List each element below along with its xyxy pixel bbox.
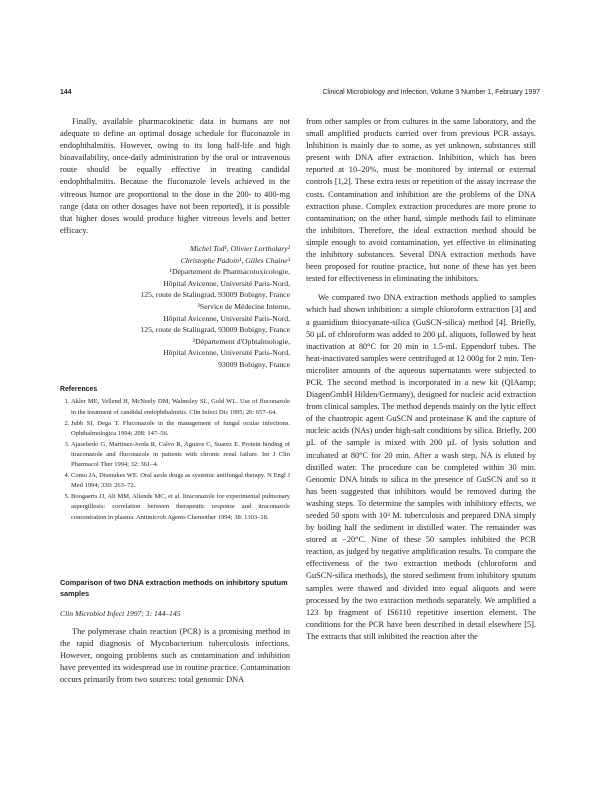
reference-item: 1. Akler ME, Vellend H, McNeely DM, Walmsley SL, Gold WL. Use of fluconazole in the treatment of candidal endophthalmitis. Clin Infect Dis 1995; 20: 657–64. xyxy=(71,397,290,417)
article-title: Comparison of two DNA extraction methods on inhibitory sputum samples xyxy=(60,577,288,598)
running-header xyxy=(60,89,540,101)
right-column xyxy=(306,116,536,643)
left-column xyxy=(60,116,290,686)
affiliation-line: ¹Département de Pharmacotoxicologie, xyxy=(169,267,290,277)
affiliation-line: 93009 Bobigny, France xyxy=(218,359,290,369)
affiliation-line: Hôpital Avicenne, Université Paris-Nord, xyxy=(163,278,290,288)
intro-paragraph: Finally, available pharmacokinetic data in humans are not adequate to define an optimal dosage schedule for fluconazole in endophthalmitis. However, owing to its long half-life and high bioavailability, once-daily administration by the oral or intravenous route should be equally effective in treating candidal endophthalmitis. Because the fluconazole levels achieved in the vitreous humor are proportional to the dose in the 200- to 400-mg range (data on other dosages have not been reported), it is possible that higher doses would produce higher vitreous levels and better efficacy. xyxy=(60,117,290,235)
reference-item: 4. Como JA, Dismukes WE. Oral azole drugs as systemic antifungal therapy. N Engl J Med 1994; 330: 263–72. xyxy=(71,471,290,491)
author-names-line-2: Christophe Padoin¹, Gilles Chaine³ xyxy=(180,255,290,265)
affiliation-line: ³Département d'Ophtalmologie, xyxy=(192,336,290,346)
body-paragraph-2: We compared two DNA extraction methods applied to samples which had shown inhibition: a simple chloroform extraction [3] and a guanidium thiocyanate-silica (GuSCN-silica) method [4]. Briefly, 50 µL of chloroform was added to 200 µL aliquots, followed by heat inactivation at 80°C for 20 min in 1.5-mL Eppendorf tubes. The heat-inactivated samples were centrifuged at 12 000g for 2 min. Ten-microliter amounts of the aqueous supernatants were subjected to PCR. The second method is incorporated in a new kit (QIAamp; DiagenGmbH Hilden/Germany), designed for nucleic acid extraction from clinical samples. The method depends mainly on the lytic effect of the chaotropic agent GuSCN and proteinase K and the capture of nucleic acids (NAs) under high-salt conditions by silica. Briefly, 200 µL of the sample is mixed with 200 µL of lysis solution and incubated at 80°C for 20 min. After a wash step, NA is eluted by distilled water. The procedure can be completed within 30 min. Genomic DNA binds to silica in the presence of GuSCN and so it has been suggested that inhibitors would be removed during the washing steps. To determine the samples with inhibitory effects, we seeded 50 spots with 10³ M. tuberculosis and prepared DNA simply by boiling half the sediment in distilled water. The remainder was stored at −20°C. Nine of these 50 samples inhibited the PCR reaction, as judged by negative amplification results. To compare the effectiveness of the two extraction methods (chloroform and GuSCN-silica methods), the stored sediment from inhibitory sputum samples were thawed and divided into equal aliquots and were processed by the two extraction methods separately. We amplified a 123 bp fragment of IS6110 repetitive insertion element. The conditions for the PCR have been described in detail elsewhere [5]. The extracts that still inhibited the reaction after the xyxy=(306,293,536,641)
author-block xyxy=(60,243,290,371)
page-number: 144 xyxy=(60,89,72,96)
reference-list xyxy=(60,397,290,522)
references-heading: References xyxy=(60,386,98,394)
reference-item: 5. Boogaerts JJ, Ali MM, Allende MC, et al. Itraconazole for experimental pulmonary aspergillosis: correlation between therapeutic response and itraconazole concentration in plasma. Antimicrob Agents Chemother 1994; 38: 1303–18. xyxy=(71,492,290,522)
paragraph-gap xyxy=(306,285,536,292)
affiliation-line: 125, route de Stalingrad, 93009 Bobigny, France xyxy=(140,325,290,335)
article-citation: Clin Microbiol Infect 1997; 3: 144–145 xyxy=(60,608,181,618)
reference-item: 3. Ajasebedo G, Martinez-Jorda R, Calvo R, Aguirre C, Suarez E. Protein binding of itraconazole and fluconazole in patients with chronic renal failure. Int J Clin Pharmacol Ther 1994; 32: 361–4. xyxy=(71,440,290,470)
affiliation-line: 125, route de Stalingrad, 93009 Bobigny, France xyxy=(140,290,290,300)
reference-item: 2. Jubb SI, Dega T. Fluconazole in the management of fungal ocular infections. Ophthalmologica 1994; 208: 147–56. xyxy=(71,419,290,439)
author-names-line-1: Michel Tod¹, Olivier Lortholary² xyxy=(190,243,290,253)
affiliation-line: Hôpital Avicenne, Université Paris-Nord, xyxy=(163,313,290,323)
affiliation-line: ²Service de Médecine Interne, xyxy=(197,301,290,311)
affiliation-line: Hôpital Avicenne, Université Paris-Nord, xyxy=(163,348,290,358)
journal-line: Clinical Microbiology and Infection, Volume 3 Number 1, February 1997 xyxy=(322,89,540,96)
article-body-paragraph: The polymerase chain reaction (PCR) is a promising method in the rapid diagnosis of Mycobacterium tuberculosis infections. However, ongoing problems such as contamination and inhibition have prevented its widespread use in routine practice. Contamination occurs primarily from two sources: total genomic DNA xyxy=(60,626,290,684)
body-paragraph-1: from other samples or from cultures in the same laboratory, and the small amplified products carried over from previous PCR assays. Inhibition is mainly due to some, as yet unknown, substances still present with DNA after extraction. Inhibition, which has been reported at 10–20%, must be monitored by internal or external controls [1,2]. These extra tests or repetition of the assay increase the costs. Contamination and inhibition are the problems of the DNA extraction phase. Complex extraction procedures are more prone to contamination; on the other hand, simple methods fail to eliminate the inhibitors. Therefore, the ideal extraction method should be simple enough to avoid contamination, yet effective in eliminating the inhibitory substances. Several DNA extraction methods have been proposed for routine practice, but none of these has yet been tested for effectiveness in eliminating the inhibitors. xyxy=(306,117,536,284)
